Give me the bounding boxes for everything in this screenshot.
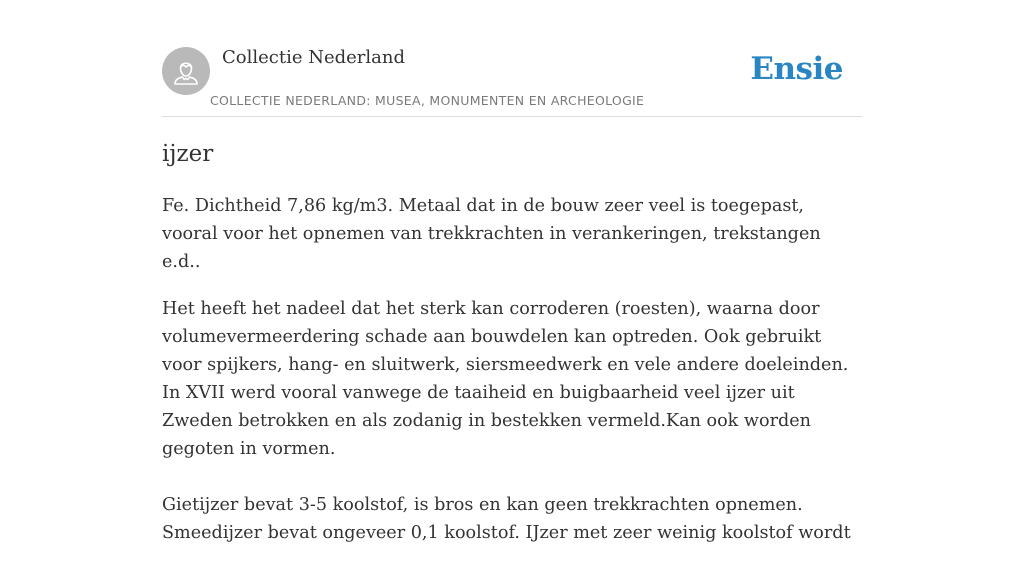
article-page [162,0,862,543]
article-body [162,192,862,566]
article-paragraph: Fe. Dichtheid 7,86 kg/m3. Metaal dat in de bouw zeer veel is toegepast, vooral voor het opnemen van trekkrachten in verankeringen, trekstangen e.d.. [162,196,821,272]
user-icon [162,47,210,95]
article-title: ijzer [162,141,214,167]
source-subtitle[interactable]: COLLECTIE NEDERLAND: MUSEA, MONUMENTEN EN ARCHEOLOGIE [210,93,645,108]
article-paragraph: Gietijzer bevat 3-5 koolstof, is bros en kan geen trekkrachten opnemen. Smeedijzer bevat ongeveer 0,1 koolstof. IJzer met zeer weinig koolstof wordt [162,495,851,543]
author-avatar[interactable] [162,47,210,95]
article-paragraph: Het heeft het nadeel dat het sterk kan corroderen (roesten), waarna door volumevermeerdering schade aan bouwdelen kan optreden. Ook gebruikt voor spijkers, hang- en sluitwerk, siersmeedwerk en vele andere doeleinden. In XVII werd vooral vanwege de taaiheid en buigbaarheid veel ijzer uit Zweden betrokken en als zodanig in bestekken vermeld.Kan ook worden gegoten in vormen. [162,299,849,459]
site-logo[interactable]: Ensie [750,51,843,87]
article-header [162,0,862,117]
author-name[interactable]: Collectie Nederland [222,47,406,68]
